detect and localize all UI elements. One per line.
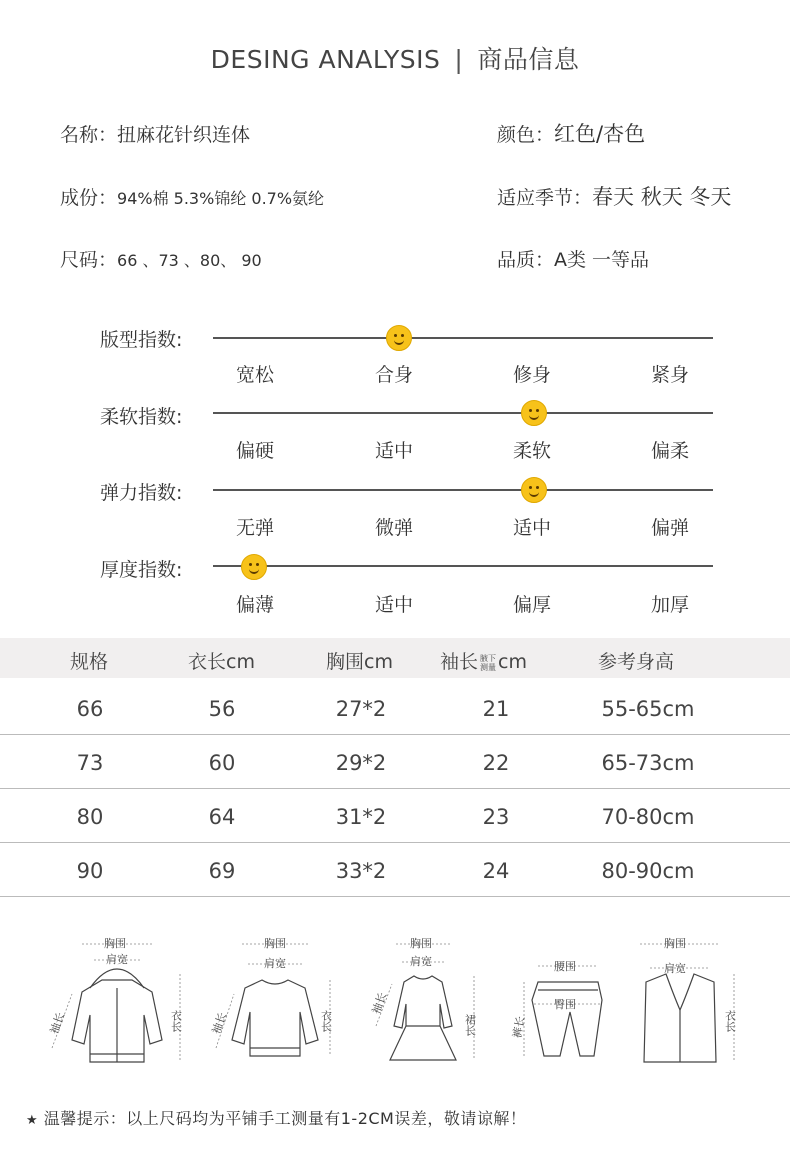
cell-chest: 33*2 xyxy=(335,859,387,883)
index-option: 无弹 xyxy=(235,517,274,539)
garment-label: 袖长 xyxy=(369,990,390,1016)
table-row xyxy=(0,789,790,843)
cell-height: 65-73cm xyxy=(601,751,695,775)
cell-height: 80-90cm xyxy=(601,859,695,883)
info-material-label: 成份： xyxy=(60,187,118,209)
index-option: 偏弹 xyxy=(650,517,689,539)
col-header-chest: 胸围cm xyxy=(326,651,393,673)
index-option: 适中 xyxy=(374,440,413,462)
cell-spec: 80 xyxy=(76,805,104,829)
index-label: 厚度指数: xyxy=(100,559,183,581)
col-header-height: 参考身高 xyxy=(598,651,675,673)
vest-icon xyxy=(620,930,770,1070)
cell-length: 69 xyxy=(208,859,236,883)
row-divider xyxy=(0,896,790,897)
cell-length: 56 xyxy=(208,697,236,721)
garment-label: 衣长 xyxy=(723,1010,737,1032)
garment-label: 臀围 xyxy=(554,998,576,1011)
cell-chest: 29*2 xyxy=(335,751,387,775)
dress-diagram xyxy=(348,930,498,1070)
table-row xyxy=(0,843,790,897)
cell-sleeve: 23 xyxy=(482,805,510,829)
size-notice xyxy=(26,1106,526,1129)
smiley-icon xyxy=(386,325,412,351)
table-row xyxy=(0,681,790,735)
garment-label: 肩宽 xyxy=(106,953,128,966)
index-option: 宽松 xyxy=(235,364,274,386)
index-line xyxy=(213,337,713,339)
info-material xyxy=(60,183,324,210)
cell-spec: 66 xyxy=(76,697,104,721)
cell-spec: 73 xyxy=(76,751,104,775)
garment-label: 衣长 xyxy=(319,1010,333,1032)
garment-label: 肩宽 xyxy=(264,957,286,970)
garment-label: 胸围 xyxy=(264,937,286,950)
info-season xyxy=(497,181,731,211)
index-option: 修身 xyxy=(512,364,551,386)
info-size xyxy=(60,245,262,272)
col-header-length: 衣长cm xyxy=(188,651,255,673)
smiley-icon xyxy=(521,477,547,503)
sleeve-unit: cm xyxy=(498,651,527,673)
garment-label: 袖长 xyxy=(47,1010,68,1036)
cell-sleeve: 21 xyxy=(482,697,510,721)
index-label: 柔软指数: xyxy=(100,406,183,428)
index-option: 偏厚 xyxy=(512,594,551,616)
info-quality-value: A类 一等品 xyxy=(554,249,650,271)
info-material-value: 94%棉 5.3%锦纶 0.7%氨纶 xyxy=(117,189,325,208)
hooded-jacket-diagram xyxy=(42,930,192,1070)
info-name-label: 名称： xyxy=(60,124,118,146)
notice-text: 温馨提示：以上尺码均为平铺手工测量有1-2CM误差，敬请谅解！ xyxy=(43,1109,527,1128)
info-color-label: 颜色： xyxy=(497,124,555,146)
cell-sleeve: 24 xyxy=(482,859,510,883)
info-name-value: 扭麻花针织连体 xyxy=(117,124,251,146)
sweater-icon xyxy=(200,930,350,1070)
sleeve-note-bottom: 测量 xyxy=(480,662,497,672)
garment-label: 胸围 xyxy=(410,937,432,950)
vest-diagram xyxy=(620,930,770,1070)
info-quality-label: 品质： xyxy=(497,249,555,271)
title-separator: | xyxy=(454,45,464,74)
sweater-diagram xyxy=(200,930,350,1070)
index-line xyxy=(213,412,713,414)
garment-label: 肩宽 xyxy=(410,955,432,968)
cell-spec: 90 xyxy=(76,859,104,883)
index-option: 微弹 xyxy=(374,517,413,539)
size-table-header xyxy=(0,638,790,678)
sleeve-note-top: 腋下 xyxy=(480,653,497,663)
cell-length: 64 xyxy=(208,805,236,829)
smiley-icon xyxy=(521,400,547,426)
index-line xyxy=(213,565,713,567)
cell-height: 70-80cm xyxy=(601,805,695,829)
col-header-spec: 规格 xyxy=(70,651,109,673)
table-row xyxy=(0,735,790,789)
star-icon: ★ xyxy=(26,1113,39,1128)
cell-sleeve: 22 xyxy=(482,751,510,775)
index-label: 弹力指数: xyxy=(100,482,183,504)
index-option: 偏柔 xyxy=(650,440,689,462)
garment-label: 腰围 xyxy=(554,960,576,973)
cell-chest: 27*2 xyxy=(335,697,387,721)
info-color xyxy=(497,118,645,148)
index-option: 适中 xyxy=(374,594,413,616)
garment-label: 裤长 xyxy=(510,1015,528,1040)
index-label: 版型指数: xyxy=(100,329,183,351)
cell-length: 60 xyxy=(208,751,236,775)
dress-icon xyxy=(348,930,498,1070)
index-option: 适中 xyxy=(512,517,551,539)
garment-label: 衣长 xyxy=(169,1010,183,1032)
sleeve-label: 袖长 xyxy=(440,651,479,673)
info-color-value: 红色/杏色 xyxy=(554,122,646,146)
index-option: 加厚 xyxy=(650,594,689,616)
index-option: 偏薄 xyxy=(235,594,274,616)
info-season-value: 春天 秋天 冬天 xyxy=(592,185,732,209)
sleeve-note xyxy=(480,654,496,672)
hooded-jacket-icon xyxy=(42,930,192,1070)
garment-label: 胸围 xyxy=(104,937,126,950)
garment-label: 袖长 xyxy=(209,1010,230,1036)
info-season-label: 适应季节： xyxy=(497,187,593,209)
page-title xyxy=(0,40,790,76)
cell-chest: 31*2 xyxy=(335,805,387,829)
info-name xyxy=(60,120,250,147)
title-en: DESING ANALYSIS xyxy=(210,45,441,74)
col-header-sleeve xyxy=(440,647,527,674)
info-size-label: 尺码： xyxy=(60,249,118,271)
index-option: 合身 xyxy=(374,364,413,386)
index-option: 柔软 xyxy=(512,440,551,462)
info-quality xyxy=(497,245,649,272)
cell-height: 55-65cm xyxy=(601,697,695,721)
garment-label: 肩宽 xyxy=(664,962,686,975)
smiley-icon xyxy=(241,554,267,580)
info-size-value: 66 、73 、80、 90 xyxy=(117,251,262,270)
index-option: 偏硬 xyxy=(235,440,274,462)
index-option: 紧身 xyxy=(650,364,689,386)
garment-label: 胸围 xyxy=(664,937,686,950)
index-line xyxy=(213,489,713,491)
garment-label: 裙长 xyxy=(463,1014,477,1036)
title-cn: 商品信息 xyxy=(477,45,580,74)
